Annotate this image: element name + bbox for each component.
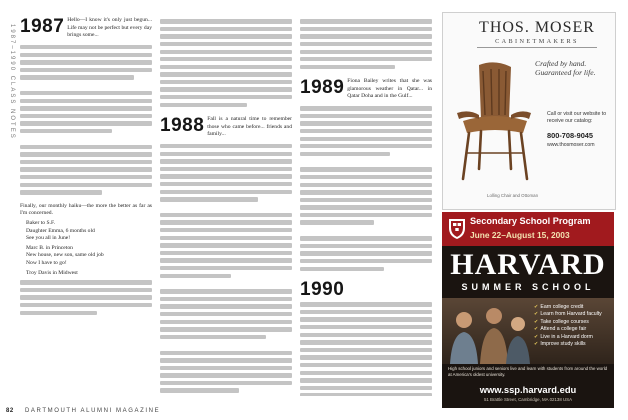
checkbox-icon: ✔ [534, 326, 539, 333]
checkbox-icon: ✔ [534, 311, 539, 318]
illegible-line [300, 267, 384, 271]
illegible-line [20, 91, 152, 95]
illegible-line [300, 183, 432, 187]
class-notes-entry [20, 16, 152, 40]
illegible-line [160, 236, 292, 240]
illegible-line [20, 183, 152, 187]
illegible-line [300, 198, 432, 202]
class-notes-entry [300, 279, 432, 301]
checkbox-icon: ✔ [534, 341, 539, 348]
illegible-line [160, 182, 292, 186]
illegible-line [160, 190, 292, 194]
illegible-line [160, 388, 239, 392]
haiku: Baker to S.F. Daughter Emma, 6 months old See you all in June! [26, 219, 95, 242]
class-year-heading: 1987 [20, 16, 65, 37]
harvard-program-dates: June 22–August 15, 2003 [470, 230, 570, 240]
illegible-line [160, 266, 292, 270]
illegible-line [300, 363, 432, 367]
illegible-line [300, 34, 432, 38]
illegible-line [20, 45, 152, 49]
illegible-line [20, 311, 97, 315]
harvard-benefits-list [534, 304, 610, 348]
class-notes-column-3 [300, 16, 432, 396]
illegible-line [300, 302, 432, 306]
page-number: 82 [6, 408, 14, 414]
running-head-sidebar [6, 14, 16, 374]
illegible-line [160, 42, 292, 46]
illegible-line [160, 327, 292, 331]
chair-illustration [449, 57, 537, 185]
illegible-line [160, 220, 292, 224]
illegible-line [300, 121, 432, 125]
list-item-label: Attend a college fair [540, 326, 587, 333]
illegible-line [300, 244, 432, 248]
illegible-line [160, 213, 292, 217]
illegible-line [300, 205, 432, 209]
illegible-line [300, 129, 432, 133]
harvard-wordmark: HARVARD [450, 248, 606, 281]
illegible-line [20, 160, 152, 164]
harvard-website-link[interactable]: www.ssp.harvard.edu [479, 384, 577, 395]
illegible-line [300, 65, 395, 69]
illegible-line [300, 42, 432, 46]
illegible-line [160, 297, 292, 301]
haiku-attribution: Troy Davis in Midwest [26, 269, 78, 276]
illegible-line [300, 348, 432, 352]
illegible-line [160, 358, 292, 362]
illegible-line [20, 99, 152, 103]
illegible-line [160, 174, 292, 178]
class-notes-lede: Fiona Bailey writes that she was glamorous weather in Qatar... in Qatar Doha and in the Gulf... [347, 78, 432, 100]
class-year-heading: 1989 [300, 77, 345, 99]
illegible-line [20, 75, 134, 79]
checkbox-icon: ✔ [534, 318, 539, 325]
illegible-line [20, 303, 152, 307]
illegible-line [160, 258, 292, 262]
illegible-line [300, 310, 432, 314]
class-notes-entry [300, 77, 432, 101]
illegible-line [300, 340, 432, 344]
illegible-line [20, 175, 152, 179]
illegible-line [300, 378, 432, 382]
illegible-line [160, 50, 292, 54]
illegible-line [160, 152, 292, 156]
list-item [534, 304, 610, 311]
illegible-line [300, 57, 432, 61]
illegible-line [160, 312, 292, 316]
list-item-label: Take college courses [540, 318, 589, 325]
class-year-heading: 1988 [160, 115, 205, 137]
harvard-summer-school-advertisement[interactable] [442, 212, 614, 408]
illegible-line [160, 144, 292, 148]
illegible-line [20, 190, 102, 194]
list-item [534, 341, 610, 348]
list-item [534, 326, 610, 333]
illegible-line [160, 351, 292, 355]
illegible-line [300, 114, 432, 118]
illegible-line [300, 190, 432, 194]
moser-brand: THOS. MOSER [479, 19, 595, 36]
class-notes-lede: Hello—I know it's only just begun... Life may not be perfect but every day brings some... [67, 17, 152, 39]
illegible-line [20, 129, 112, 133]
moser-phone-number[interactable]: 800-708-9045 [547, 131, 594, 140]
list-item-label: Earn college credit [540, 304, 584, 310]
illegible-line [160, 304, 292, 308]
illegible-line [300, 251, 432, 255]
illegible-line [300, 355, 432, 359]
illegible-line [160, 27, 292, 31]
illegible-line [300, 152, 390, 156]
illegible-line [160, 373, 292, 377]
moser-website-link[interactable]: www.thosmoser.com [547, 142, 595, 148]
illegible-line [160, 34, 292, 38]
page-footer [6, 408, 426, 418]
illegible-line [300, 175, 432, 179]
illegible-line [20, 295, 152, 299]
illegible-line [300, 144, 432, 148]
illegible-line [160, 381, 292, 385]
class-notes-entry [160, 115, 292, 139]
moser-subtitle: CABINETMAKERS [495, 38, 579, 45]
illegible-line [160, 335, 266, 339]
illegible-line [20, 167, 152, 171]
illegible-line [20, 68, 152, 72]
illegible-line [160, 19, 292, 23]
illegible-line [160, 103, 247, 107]
harvard-program-headline: Secondary School Program [470, 216, 591, 226]
checkbox-icon: ✔ [534, 304, 539, 310]
illegible-line [300, 393, 432, 396]
illegible-line [160, 65, 292, 69]
students-silhouette-icon [442, 298, 532, 364]
moser-call-to-action: Call or visit our website to receive our catalog: [547, 111, 607, 124]
illegible-line [160, 320, 292, 324]
illegible-line [160, 87, 292, 91]
illegible-line [160, 197, 258, 201]
illegible-line [300, 386, 432, 390]
illegible-line [160, 72, 292, 76]
moser-divider [477, 47, 597, 48]
class-year-heading: 1990 [300, 279, 345, 301]
illegible-line [160, 167, 292, 171]
illegible-line [300, 325, 432, 329]
illegible-line [300, 213, 432, 217]
list-item-label: Improve study skills [540, 341, 586, 348]
illegible-line [160, 243, 292, 247]
illegible-line [300, 137, 432, 141]
illegible-line [300, 259, 432, 263]
illegible-line [300, 106, 432, 110]
illegible-line [20, 114, 152, 118]
running-head-label: 1987–1990 CLASS NOTES [9, 24, 15, 140]
harvard-shield-icon [448, 218, 466, 240]
illegible-line [20, 121, 152, 125]
illegible-line [300, 236, 432, 240]
list-item [534, 311, 610, 318]
list-item-label: Live in a Harvard dorm [540, 333, 593, 340]
class-notes-lede: Fall is a natural time to remember those who came before... friends and family... [207, 116, 292, 138]
illegible-line [160, 159, 292, 163]
illegible-line [20, 152, 152, 156]
illegible-line [20, 106, 152, 110]
illegible-line [300, 27, 432, 31]
harvard-program-blurb: High school juniors and seniors live and learn with students from around the world at America's oldest university. [448, 366, 608, 377]
publication-name: DARTMOUTH ALUMNI MAGAZINE [24, 408, 161, 414]
harvard-summer-school-wordmark: SUMMER SCHOOL [461, 282, 595, 292]
harvard-mailing-address: 51 Brattle Street, Cambridge, MA 02138 USA [483, 397, 573, 402]
list-item [534, 319, 610, 326]
haiku: Marc B. in Princeton New house, new son, same old job Now I have to go! [26, 244, 104, 266]
list-item-label: Learn from Harvard faculty [540, 311, 602, 318]
illegible-line [160, 366, 292, 370]
illegible-line [20, 288, 152, 292]
illegible-line [160, 228, 292, 232]
illegible-line [300, 333, 432, 337]
illegible-line [300, 19, 432, 23]
illegible-line [300, 317, 432, 321]
checkbox-icon: ✔ [534, 333, 539, 340]
illegible-line [20, 53, 152, 57]
illegible-line [160, 289, 292, 293]
illegible-line [20, 280, 152, 284]
illegible-line [160, 251, 292, 255]
illegible-line [300, 220, 374, 224]
illegible-line [20, 145, 152, 149]
thos-moser-advertisement[interactable] [442, 12, 616, 210]
moser-product-caption: Lolling Chair and Ottoman [487, 193, 539, 198]
class-notes-column-1 [20, 16, 152, 396]
illegible-line [160, 80, 292, 84]
illegible-line [20, 60, 152, 64]
illegible-line [300, 50, 432, 54]
moser-tagline: Crafted by hand. Guaranteed for life. [535, 59, 596, 78]
illegible-line [160, 274, 231, 278]
class-notes-column-2 [160, 16, 292, 396]
list-item [534, 334, 610, 341]
class-notes-paragraph: Finally, our monthly haiku—the more the better as far as I'm concerned. [20, 202, 152, 217]
illegible-line [160, 57, 292, 61]
illegible-line [160, 95, 292, 99]
illegible-line [300, 371, 432, 375]
illegible-line [300, 167, 432, 171]
